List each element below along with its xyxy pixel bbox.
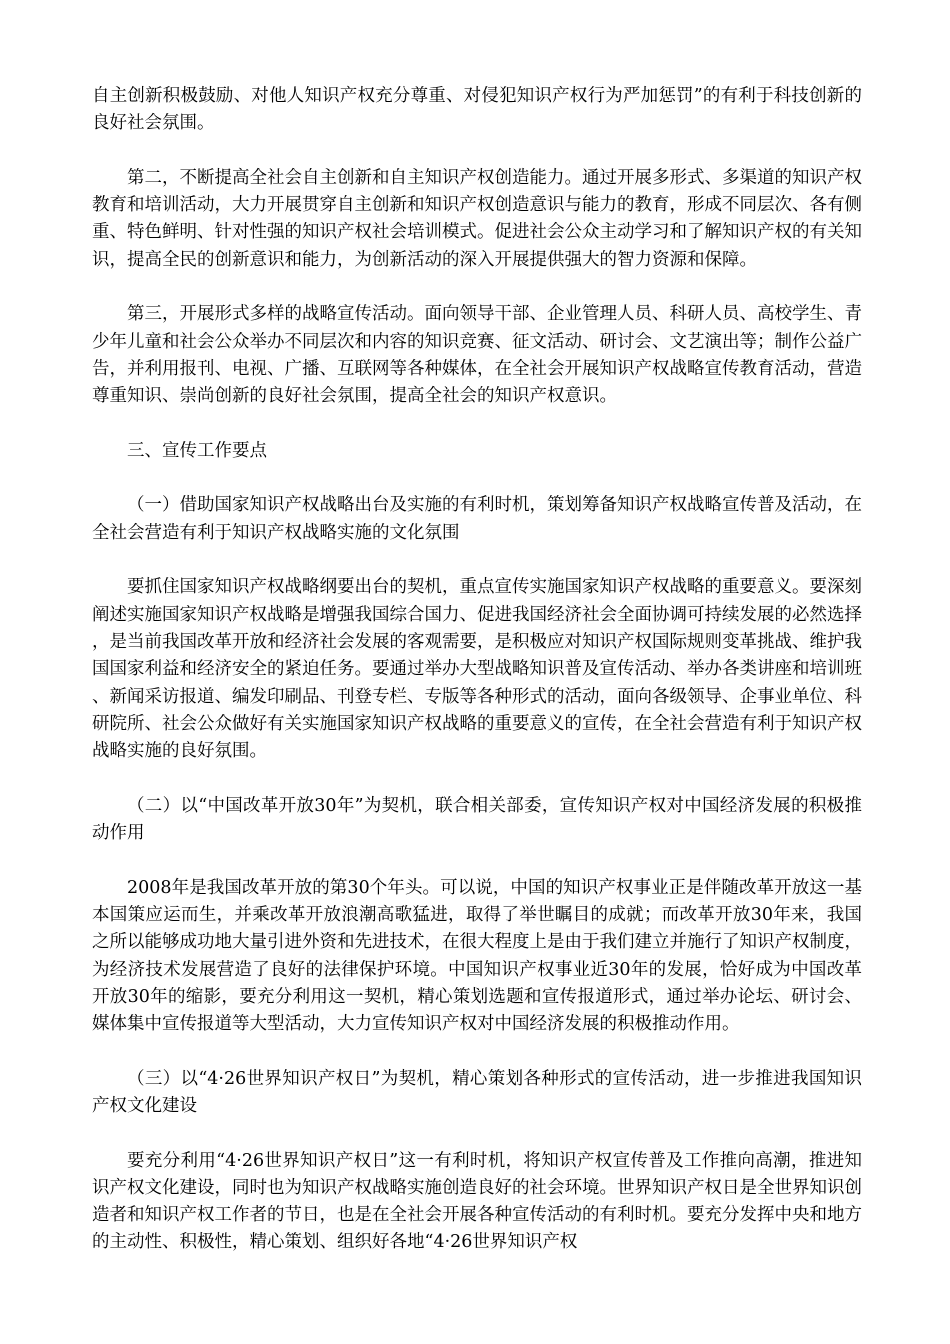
- subheading-two: （二）以“中国改革开放30年”为契机，联合相关部委，宣传知识产权对中国经济发展的积极推动作用: [92, 795, 862, 844]
- paragraph-strategy-publicity: 要抓住国家知识产权战略纲要出台的契机，重点宣传实施国家知识产权战略的重要意义。要深刻阐述实施国家知识产权战略是增强我国综合国力、促进我国经济社会全面协调可持续发展的必然选择，是当前我国改革开放和经济社会发展的客观需要，是积极应对知识产权国际规则变革挑战、维护我国国家利益和经济安全的紧迫任务。要通过举办大型战略知识普及宣传活动、举办各类讲座和培训班、新闻采访报道、编发印刷品、刊登专栏、专版等各种形式的活动，面向各级领导、企事业单位、科研院所、社会公众做好有关实施国家知识产权战略的重要意义的宣传，在全社会营造有利于知识产权战略实施的良好氛围。: [92, 577, 862, 762]
- paragraph-ip-day: 要充分利用“4·26世界知识产权日”这一有利时机，将知识产权宣传普及工作推向高潮，推进知识产权文化建设，同时也为知识产权战略实施创造良好的社会环境。世界知识产权日是全世界知识创造者和知识产权工作者的节日，也是在全社会开展各种宣传活动的有利时机。要充分发挥中央和地方的主动性、积极性，精心策划、组织好各地“4·26世界知识产权: [92, 1150, 862, 1253]
- subheading-three: （三）以“4·26世界知识产权日”为契机，精心策划各种形式的宣传活动，进一步推进我国知识产权文化建设: [92, 1068, 862, 1116]
- paragraph-reform-opening: 2008年是我国改革开放的第30个年头。可以说，中国的知识产权事业正是伴随改革开放这一基本国策应运而生，并乘改革开放浪潮高歌猛进，取得了举世瞩目的成就；而改革开放30年来，我国之所以能够成功地大量引进外资和先进技术，在很大程度上是由于我们建立并施行了知识产权制度，为经济技术发展营造了良好的法律保护环境。中国知识产权事业近30年的发展，恰好成为中国改革开放30年的缩影，要充分利用这一契机，精心策划选题和宣传报道形式，通过举办论坛、研讨会、媒体集中宣传报道等大型活动，大力宣传知识产权对中国经济发展的积极推动作用。: [92, 877, 862, 1035]
- paragraph-third-point: 第三，开展形式多样的战略宣传活动。面向领导干部、企业管理人员、科研人员、高校学生、青少年儿童和社会公众举办不同层次和内容的知识竞赛、征文活动、研讨会、文艺演出等；制作公益广告，并利用报刊、电视、广播、互联网等各种媒体，在全社会开展知识产权战略宣传教育活动，营造尊重知识、崇尚创新的良好社会氛围，提高全社会的知识产权意识。: [92, 304, 862, 407]
- section-heading-publicity-points: 三、宣传工作要点: [127, 440, 267, 461]
- paragraph-second-point: 第二，不断提高全社会自主创新和自主知识产权创造能力。通过开展多形式、多渠道的知识产权教育和培训活动，大力开展贯穿自主创新和知识产权创造意识与能力的教育，形成不同层次、各有侧重、特色鲜明、针对性强的知识产权社会培训模式。促进社会公众主动学习和了解知识产权的有关知识，提高全民的创新意识和能力，为创新活动的深入开展提供强大的智力资源和保障。: [92, 167, 862, 270]
- subheading-one: （一）借助国家知识产权战略出台及实施的有利时机，策划筹备知识产权战略宣传普及活动，在全社会营造有利于知识产权战略实施的文化氛围: [92, 495, 862, 543]
- paragraph-intro-continuation: 自主创新积极鼓励、对他人知识产权充分尊重、对侵犯知识产权行为严加惩罚”的有利于科技创新的良好社会氛围。: [92, 86, 862, 134]
- document-page: [92, 83, 862, 1284]
